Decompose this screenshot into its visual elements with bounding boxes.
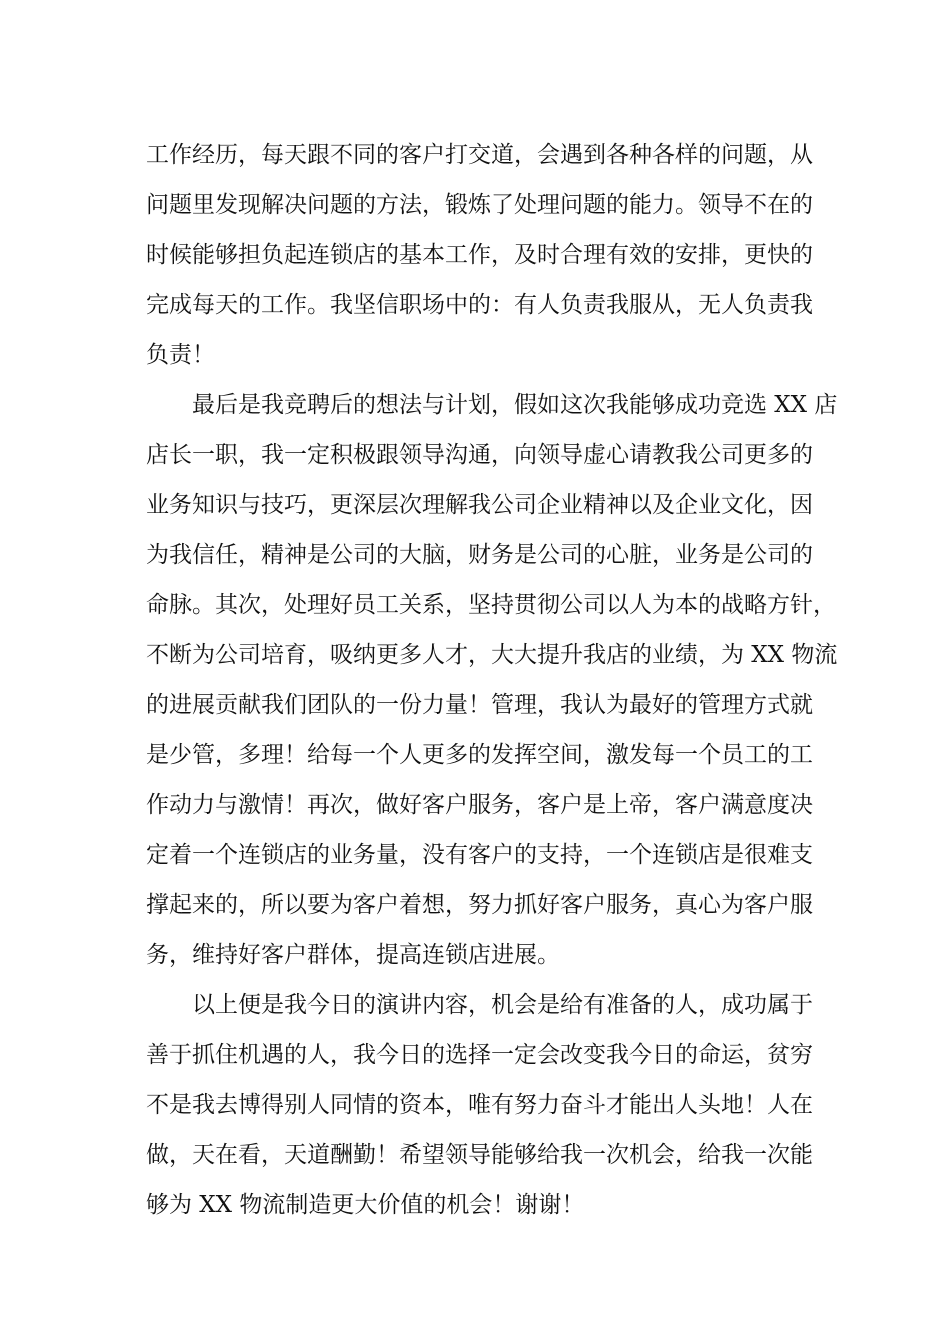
paragraph-line: 店长一职，我一定积极跟领导沟通，向领导虚心请教我公司更多的 — [146, 442, 813, 468]
paragraph-line: 时候能够担负起连锁店的基本工作，及时合理有效的安排，更快的 — [146, 242, 813, 268]
paragraph-line: 工作经历，每天跟不同的客户打交道，会遇到各种各样的问题，从 — [146, 142, 813, 168]
paragraph-line: 做，天在看，天道酬勤！希望领导能够给我一次机会，给我一次能 — [146, 1142, 813, 1168]
paragraph-1 — [146, 130, 811, 380]
paragraph-line: 不是我去博得别人同情的资本，唯有努力奋斗才能出人头地！人在 — [146, 1092, 813, 1118]
paragraph-line: 撑起来的，所以要为客户着想，努力抓好客户服务，真心为客户服 — [146, 892, 813, 918]
document-body — [146, 130, 838, 1230]
paragraph-line: 够为 XX 物流制造更大价值的机会！谢谢！ — [146, 1192, 585, 1218]
paragraph-line: 问题里发现解决问题的方法，锻炼了处理问题的能力。领导不在的 — [146, 192, 813, 218]
paragraph-2 — [146, 380, 838, 980]
paragraph-line: 的进展贡献我们团队的一份力量！管理，我认为最好的管理方式就 — [146, 692, 813, 718]
paragraph-line: 命脉。其次，处理好员工关系，坚持贯彻公司以人为本的战略方针， — [146, 592, 836, 618]
paragraph-line: 最后是我竞聘后的想法与计划，假如这次我能够成功竞选 XX 店 — [192, 392, 838, 418]
paragraph-line: 完成每天的工作。我坚信职场中的：有人负责我服从，无人负责我 — [146, 292, 813, 318]
paragraph-line: 以上便是我今日的演讲内容，机会是给有准备的人，成功属于 — [192, 992, 813, 1018]
paragraph-line: 负责！ — [146, 342, 215, 368]
paragraph-line: 务，维持好客户群体，提高连锁店进展。 — [146, 942, 560, 968]
paragraph-line: 不断为公司培育，吸纳更多人才，大大提升我店的业绩，为 XX 物流 — [146, 642, 838, 668]
paragraph-line: 为我信任，精神是公司的大脑，财务是公司的心脏，业务是公司的 — [146, 542, 813, 568]
paragraph-line: 作动力与激情！再次，做好客户服务，客户是上帝，客户满意度决 — [146, 792, 813, 818]
paragraph-line: 定着一个连锁店的业务量，没有客户的支持，一个连锁店是很难支 — [146, 842, 813, 868]
paragraph-line: 是少管，多理！给每一个人更多的发挥空间，激发每一个员工的工 — [146, 742, 813, 768]
paragraph-line: 业务知识与技巧，更深层次理解我公司企业精神以及企业文化，因 — [146, 492, 813, 518]
paragraph-3 — [146, 980, 811, 1230]
paragraph-line: 善于抓住机遇的人，我今日的选择一定会改变我今日的命运，贫穷 — [146, 1042, 813, 1068]
